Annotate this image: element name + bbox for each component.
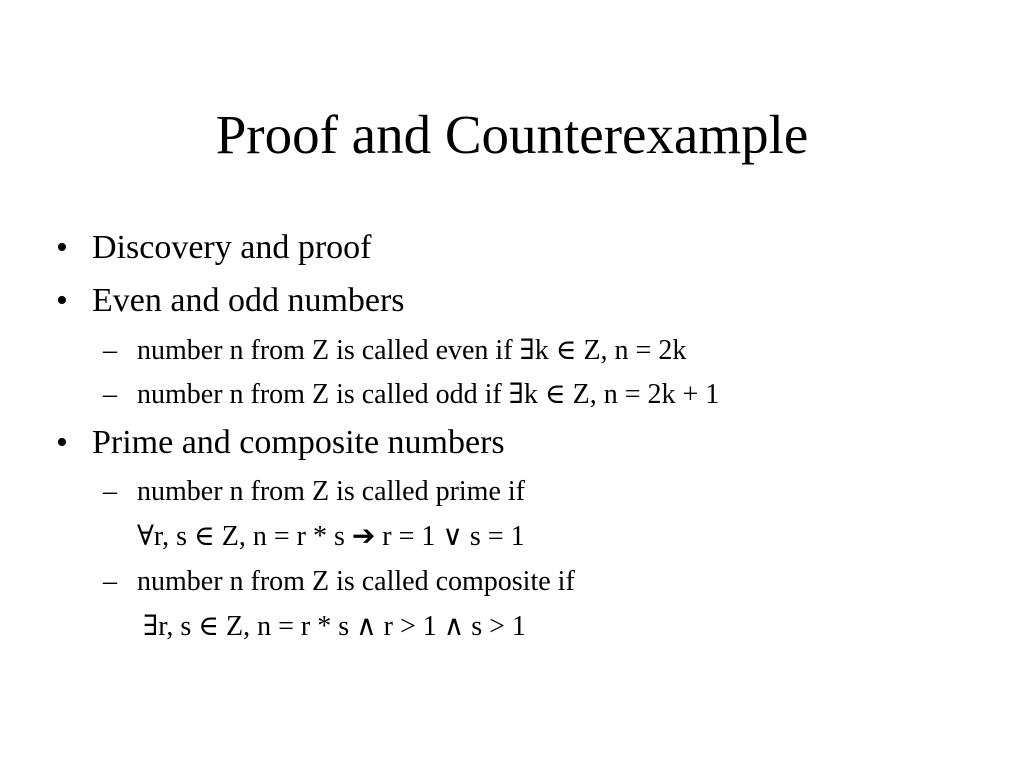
slide-title: Proof and Counterexample [215, 104, 809, 165]
formula-text: ∃r, s ∈ Z, n = r * s ∧ r > 1 ∧ s > 1 [143, 611, 526, 642]
subitem-text: number n from Z is called odd if ∃k ∈ Z, n = 2k + 1 [137, 379, 720, 410]
bullet-marker: • [56, 282, 68, 319]
bullet-marker: • [56, 424, 68, 461]
subitem-text: number n from Z is called even if ∃k ∈ Z, n = 2k [137, 335, 687, 366]
bullet-text: Even and odd numbers [92, 282, 405, 319]
subitem-text: number n from Z is called prime if [137, 476, 525, 507]
dash-marker: – [103, 566, 117, 597]
bullet-marker: • [56, 229, 68, 266]
dash-marker: – [103, 335, 117, 366]
dash-marker: – [103, 379, 117, 410]
subitem-text: number n from Z is called composite if [137, 566, 575, 597]
formula-text: ∀r, s ∈ Z, n = r * s ➔ r = 1 ∨ s = 1 [137, 521, 525, 552]
bullet-text: Prime and composite numbers [92, 424, 505, 461]
dash-marker: – [103, 476, 117, 507]
bullet-text: Discovery and proof [92, 229, 372, 266]
